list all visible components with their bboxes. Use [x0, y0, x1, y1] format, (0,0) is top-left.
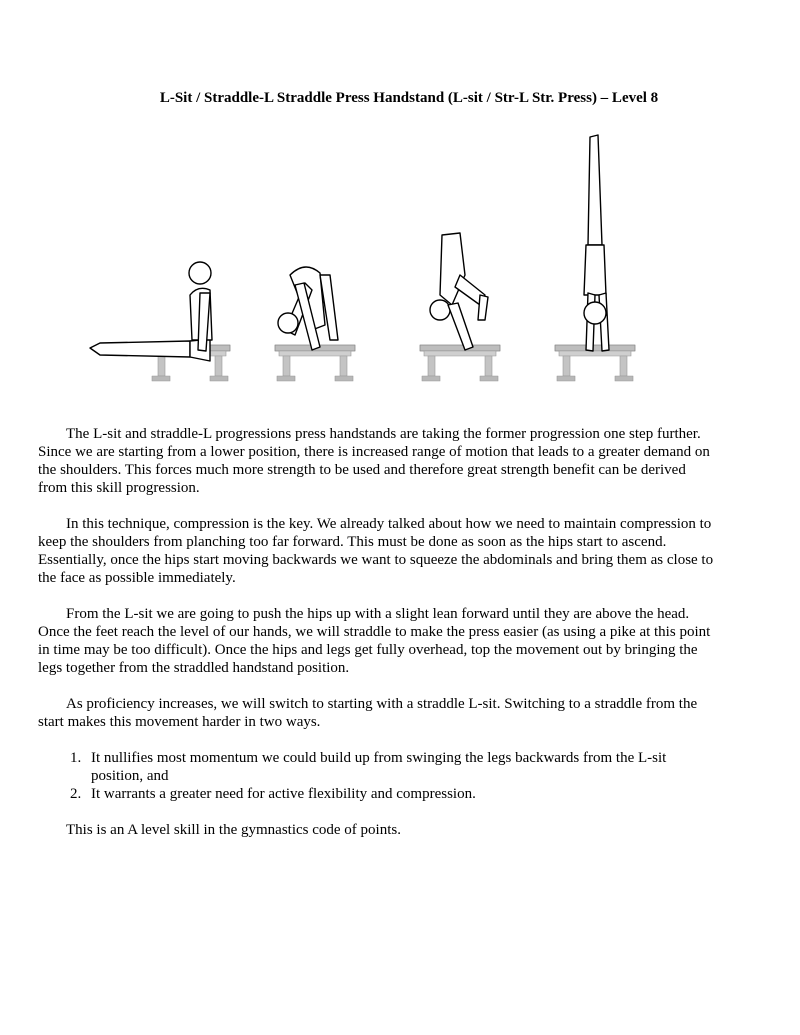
figure-compression	[275, 267, 355, 381]
figure-handstand	[555, 135, 635, 381]
list-item: 1. It nullifies most momentum we could build up from swinging the legs backwards from the L-sit position, and	[85, 749, 718, 785]
figure-l-sit	[90, 262, 230, 381]
body-text	[38, 425, 718, 857]
numbered-list	[38, 749, 718, 803]
closing-paragraph: This is an A level skill in the gymnastics code of points.	[66, 822, 401, 838]
list-item: 2. It warrants a greater need for active flexibility and compression.	[85, 785, 718, 803]
paragraph: The L-sit and straddle-L progressions press handstands are taking the former progression one step further. Since we are starting from a lower position, there is increased range of motion that leads to a greater demand on the shoulders. This forces much more strength to be used and therefore great strength benefit can be derived from this skill progression.	[38, 426, 710, 496]
page-title: L-Sit / Straddle-L Straddle Press Handstand (L-sit / Str-L Str. Press) – Level 8	[159, 90, 659, 106]
paragraph: In this technique, compression is the key. We already talked about how we need to maintain compression to keep the shoulders from planching too far forward. This must be done as soon as the hips start to ascend. Essentially, once the hips start moving backwards we want to squeeze the abdominals and bring them as close to the face as possible immediately.	[38, 516, 714, 586]
paragraph: From the L-sit we are going to push the hips up with a slight lean forward until they are above the head. Once the feet reach the level of our hands, we will straddle to make the press easier (as using a pike at this point in time may be too difficult). Once the hips and legs get fully overhead, top the movement out by bringing the legs together from the straddled handstand position.	[38, 606, 711, 676]
figure-straddle-press	[420, 233, 500, 381]
press-handstand-sequence-illustration	[80, 125, 660, 395]
paragraph: As proficiency increases, we will switch to starting with a straddle L-sit. Switching to a straddle from the start makes this movement harder in two ways.	[38, 696, 698, 730]
